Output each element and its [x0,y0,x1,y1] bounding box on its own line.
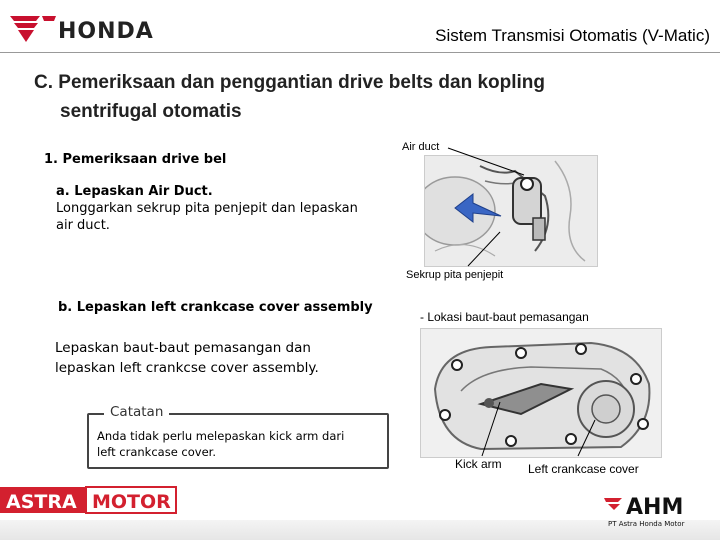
bolt-icon [638,419,648,429]
page-header-title: Sistem Transmisi Otomatis (V-Matic) [435,26,710,45]
step-b-description [55,338,319,378]
bolt-icon [631,374,641,384]
bolt-icon [516,348,526,358]
honda-wordmark: HONDA [58,19,154,44]
figure2-leader-lines [460,400,620,460]
step-a-line1: Longgarkan sekrup pita penjepit dan lepaskan [56,201,358,216]
bolt-icon [576,344,586,354]
bolt-icon [452,360,462,370]
section-title [34,68,545,126]
ahm-subtitle: PT Astra Honda Motor [608,520,685,528]
note-title: Catatan [104,404,169,420]
note-text [97,428,344,460]
motor-word: MOTOR [92,491,171,513]
ahm-wordmark: AHM [626,495,684,520]
honda-logo [8,8,180,48]
bolt-icon [440,410,450,420]
section-title-line2: sentrifugal otomatis [60,101,242,122]
honda-wing-icon [10,16,56,42]
figure2-label-bolt-locations: - Lokasi baut-baut pemasangan [420,310,589,324]
header-divider [0,52,720,53]
step-a-heading: a. Lepaskan Air Duct. [56,184,213,199]
ahm-wing-icon [604,498,622,502]
step-b-heading: b. Lepaskan left crankcase cover assembly [58,300,373,315]
subsection-title: 1. Pemeriksaan drive bel [44,152,227,167]
note-line1: Anda tidak perlu melepaskan kick arm dari [97,429,345,443]
figure2-label-crankcase-cover: Left crankcase cover [528,462,639,476]
note-line2: left crankcase cover. [97,445,216,459]
astra-motor-logo [0,485,178,515]
figure2-label-kick-arm: Kick arm [455,457,502,471]
step-a [56,183,358,234]
astra-word: ASTRA [6,491,77,513]
section-title-line1: C. Pemeriksaan dan penggantian drive belts dan kopling [34,72,546,93]
step-a-line2: air duct. [56,218,110,233]
step-b-line1: Lepaskan baut-baut pemasangan dan [55,340,311,356]
step-b-line2: lepaskan left crankcse cover assembly. [55,360,319,376]
figure1-label-clamp-screw: Sekrup pita penjepit [406,269,504,281]
figure1-label-air-duct: Air duct [402,141,440,153]
figure1-leader-lines [440,140,540,280]
ahm-logo [600,488,710,530]
